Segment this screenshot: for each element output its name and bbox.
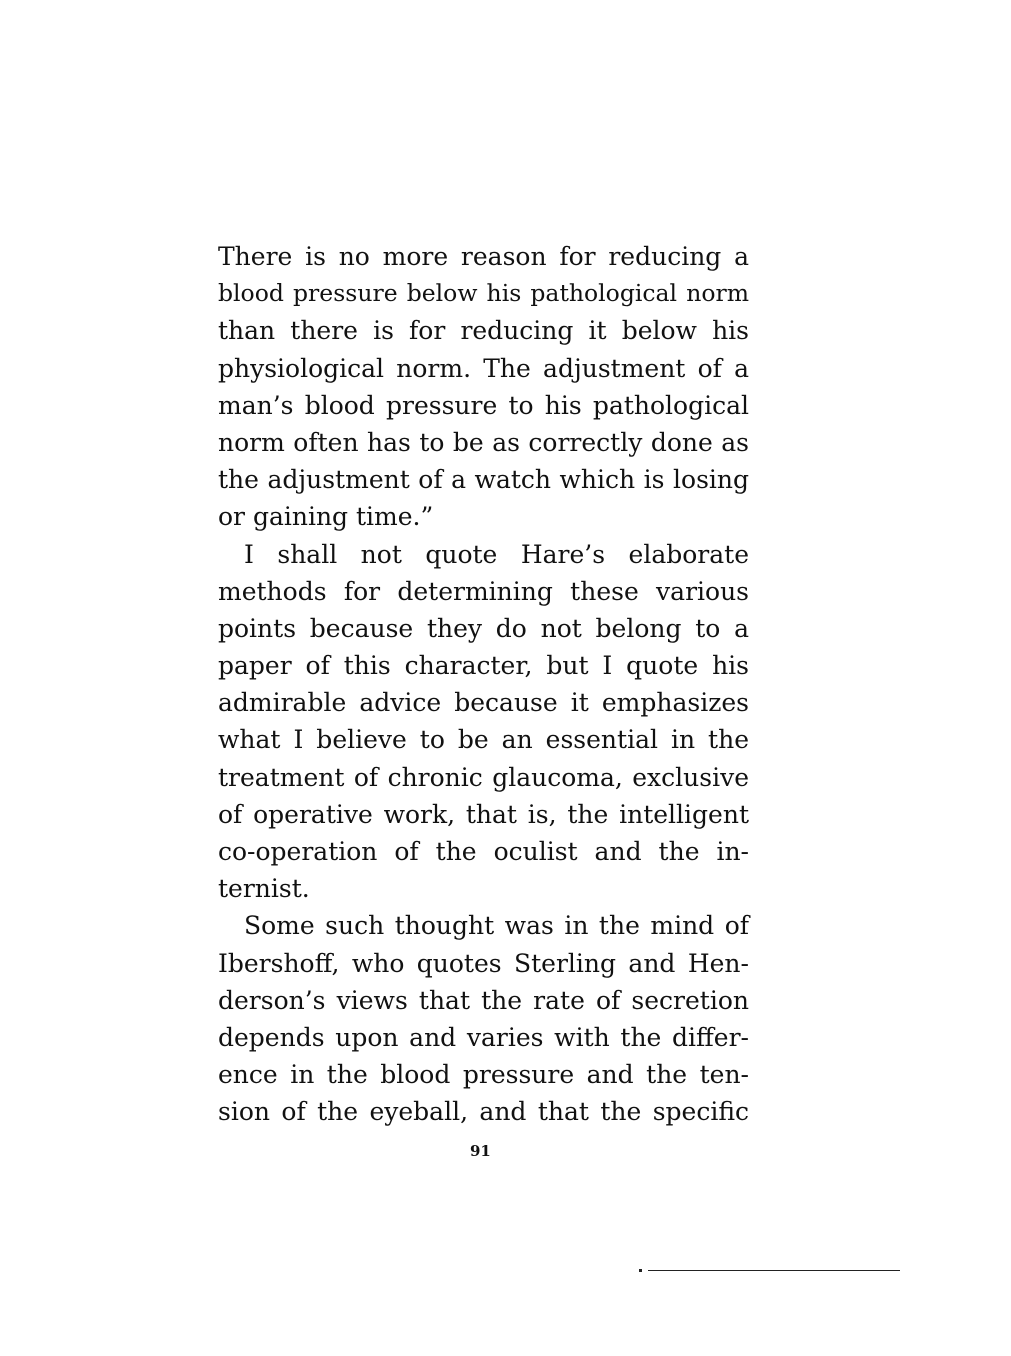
- text-line: ence in the blood pressure and the ten-: [218, 1060, 749, 1090]
- page-number: 91: [470, 1142, 491, 1160]
- text-line: physiological norm. The adjustment of a: [218, 353, 749, 383]
- text-line: blood pressure below his pathological norm: [218, 279, 749, 308]
- text-line: or gaining time.”: [218, 502, 434, 532]
- text-line: There is no more reason for reducing a: [218, 242, 749, 271]
- footer-rule: [648, 1270, 900, 1271]
- text-line: depends upon and varies with the differ-: [218, 1022, 749, 1052]
- text-line: I shall not quote Hare’s elaborate: [244, 539, 749, 569]
- footer-rule-dot: [639, 1269, 642, 1272]
- text-line: Some such thought was in the mind of: [244, 911, 749, 941]
- text-line: of operative work, that is, the intelligent: [218, 799, 749, 829]
- text-line: Ibershoff, who quotes Sterling and Hen-: [218, 948, 749, 978]
- body-text: [218, 238, 749, 1131]
- text-line: derson’s views that the rate of secretion: [218, 985, 749, 1015]
- text-line: sion of the eyeball, and that the specific: [218, 1097, 749, 1127]
- text-line: norm often has to be as correctly done as: [218, 427, 749, 457]
- paragraph: [218, 238, 749, 536]
- text-line: man’s blood pressure to his pathological: [218, 390, 749, 420]
- text-line: methods for determining these various: [218, 576, 749, 606]
- text-line: the adjustment of a watch which is losing: [218, 465, 749, 495]
- text-line: paper of this character, but I quote his: [218, 651, 749, 681]
- text-line: points because they do not belong to a: [218, 613, 749, 643]
- text-line: admirable advice because it emphasizes: [218, 688, 749, 718]
- text-line: what I believe to be an essential in the: [218, 725, 749, 755]
- text-line: than there is for reducing it below his: [218, 316, 749, 346]
- paragraph: [218, 907, 749, 1130]
- text-line: ternist.: [218, 874, 310, 904]
- text-line: treatment of chronic glaucoma, exclusive: [218, 762, 749, 792]
- paragraph: [218, 536, 749, 908]
- text-line: co-operation of the oculist and the in-: [218, 837, 749, 866]
